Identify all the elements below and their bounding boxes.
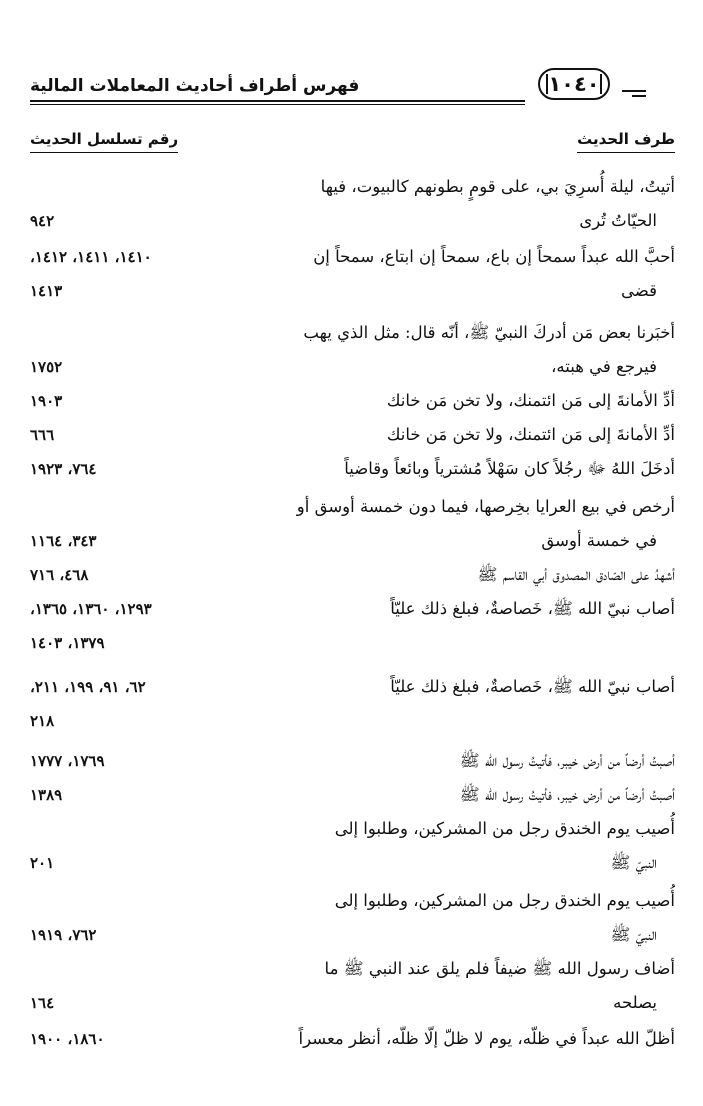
hadith-text-continuation: النبيّ ﷺ	[610, 925, 657, 944]
hadith-serial-numbers	[30, 1022, 240, 1056]
hadith-text-line: أضاف رسول الله ﷺ ضيفاً فلم يلق عند النبي ﷺ ما	[324, 959, 675, 978]
hadith-serial-numbers	[30, 418, 240, 452]
hadith-text-line: أظلّ الله عبداً في ظلّه، يوم لا ظلّ إلّا ظلّه، أنظر معسراً	[298, 1029, 675, 1048]
hadith-opening-text	[240, 744, 675, 778]
serial-number-line	[30, 952, 240, 986]
serial-number-line: ٦٦٦	[30, 426, 55, 444]
serial-number-line: ١٧٥٢	[30, 358, 63, 376]
serial-number-line	[30, 812, 240, 846]
serial-number-line: ٧٦٤، ١٩٢٣	[30, 460, 97, 478]
serial-number-line: ١٩٠٣	[30, 392, 63, 410]
hadith-text-line: أدِّ الأمانةَ إلى مَن ائتمنك، ولا تخن مَن خانك	[386, 425, 675, 444]
serial-number-line: ٤٦٨، ٧١٦	[30, 566, 89, 584]
column-headings	[30, 130, 675, 170]
hadith-text-line: أرخص في بيع العرايا بخِرصها، فيما دون خمسة أوسق أو	[296, 497, 675, 516]
running-head	[30, 58, 675, 108]
serial-number-line: ١٣٨٩	[30, 786, 63, 804]
hadith-serial-numbers	[30, 384, 240, 418]
index-entry	[30, 1022, 675, 1056]
hadith-text-line: أصاب نبيّ الله ﷺ، خَصاصةٌ، فبلغ ذلك عليّاً	[390, 599, 675, 618]
index-entry	[30, 812, 675, 880]
hadith-opening-text	[240, 240, 675, 308]
serial-number-line: ٦٢، ٩١، ١٩٩، ٢١١،	[30, 678, 146, 696]
serial-number-line: ١٢٩٣، ١٣٦٠، ١٣٦٥،	[30, 600, 152, 618]
hadith-opening-text	[240, 418, 675, 452]
serial-number-line: ١٣٧٩، ١٤٠٣	[30, 634, 105, 652]
header-rule	[30, 100, 525, 102]
hadith-opening-text	[240, 1022, 675, 1056]
serial-number-line: ١٧٦٩، ١٧٧٧	[30, 752, 105, 770]
hadith-opening-text	[240, 452, 675, 486]
hadith-opening-text	[240, 316, 675, 384]
hadith-text-continuation: الحيّاتُ تُرى	[579, 211, 657, 230]
hadith-serial-numbers	[30, 952, 240, 1020]
page-number: ١٠٤٠	[548, 72, 600, 96]
serial-number-line: ٩٤٢	[30, 212, 55, 230]
hadith-text-line: أُصيب يوم الخندق رجل من المشركين، وطلبوا إلى	[334, 819, 675, 838]
serial-number-line: ٧٦٢، ١٩١٩	[30, 926, 97, 944]
header-title: فهرس أطراف أحاديث المعاملات المالية	[30, 76, 360, 96]
index-entry	[30, 240, 675, 308]
hadith-text-line: أُصيب يوم الخندق رجل من المشركين، وطلبوا إلى	[334, 891, 675, 910]
serial-number-line: ١٨٦٠، ١٩٠٠	[30, 1030, 105, 1048]
hadith-serial-numbers	[30, 884, 240, 952]
hadith-opening-text	[240, 778, 675, 812]
serial-number-line	[30, 490, 240, 524]
hadith-text-continuation: النبيّ ﷺ	[610, 853, 657, 872]
number-column-heading: رقم تسلسل الحديث	[30, 130, 178, 153]
hadith-serial-numbers	[30, 452, 240, 486]
hadith-opening-text	[240, 490, 675, 558]
index-entry	[30, 558, 675, 592]
hadith-text-line: أشهدُ على الصّادق المصدوق أبي القاسم ﷺ	[477, 565, 675, 584]
hadith-text-line: أدِّ الأمانةَ إلى مَن ائتمنك، ولا تخن مَن خانك	[386, 391, 675, 410]
index-entry	[30, 884, 675, 952]
hadith-text-line: أتيتُ، ليلة أُسرِيَ بي، على قومٍ بطونهم كالبيوت، فيها	[320, 177, 675, 196]
hadith-serial-numbers	[30, 558, 240, 592]
hadith-text-continuation: يصلحه	[613, 993, 657, 1012]
hadith-text-line: أصبتُ أرضاً من أرض خيبر، فأتيتُ رسول الله ﷺ	[459, 751, 675, 770]
hadith-opening-text	[240, 384, 675, 418]
header-rule-thin	[30, 104, 525, 105]
page-number-badge	[530, 62, 618, 106]
serial-number-line: ١٤١٣	[30, 282, 63, 300]
hadith-serial-numbers	[30, 316, 240, 384]
ornament-lines-icon	[622, 90, 646, 100]
serial-number-line: ٢٠١	[30, 854, 55, 872]
hadith-serial-numbers	[30, 170, 240, 238]
serial-number-line	[30, 884, 240, 918]
index-entry	[30, 452, 675, 486]
hadith-text-line: أخبَرنا بعض مَن أدركَ النبيّ ﷺ، أنّه قال: مثل الذي يهب	[303, 323, 675, 342]
hadith-opening-text	[240, 592, 675, 660]
hadith-serial-numbers	[30, 490, 240, 558]
hadith-serial-numbers	[30, 670, 240, 738]
serial-number-line	[30, 170, 240, 204]
hadith-serial-numbers	[30, 744, 240, 778]
index-entry	[30, 670, 675, 738]
serial-number-line	[30, 316, 240, 350]
index-entry	[30, 170, 675, 238]
index-entry	[30, 490, 675, 558]
index-page	[30, 58, 675, 1056]
index-entry	[30, 744, 675, 778]
serial-number-line: ١٦٤	[30, 994, 55, 1012]
index-entry	[30, 778, 675, 812]
hadith-text-line: أحبَّ الله عبداً سمحاً إن باع، سمحاً إن ابتاع، سمحاً إن	[313, 247, 675, 266]
hadith-serial-numbers	[30, 240, 240, 308]
serial-number-line: ١٤١٠، ١٤١١، ١٤١٢،	[30, 248, 152, 266]
index-entry	[30, 952, 675, 1020]
index-entry	[30, 418, 675, 452]
hadith-text-line: أصبتُ أرضاً من أرض خيبر، فأتيتُ رسول الله ﷺ	[459, 785, 675, 804]
index-entry	[30, 384, 675, 418]
hadith-opening-text	[240, 812, 675, 880]
serial-number-line: ٣٤٣، ١١٦٤	[30, 532, 97, 550]
hadith-serial-numbers	[30, 592, 240, 660]
hadith-opening-text	[240, 558, 675, 592]
index-entry	[30, 316, 675, 384]
hadith-serial-numbers	[30, 778, 240, 812]
hadith-text-continuation: فيرجع في هبته،	[551, 357, 657, 376]
hadith-text-line: أصاب نبيّ الله ﷺ، خَصاصةٌ، فبلغ ذلك عليّاً	[390, 677, 675, 696]
hadith-serial-numbers	[30, 812, 240, 880]
hadith-index-list	[30, 170, 675, 1056]
hadith-opening-text	[240, 170, 675, 238]
hadith-text-continuation: قضى	[621, 281, 657, 300]
index-entry	[30, 592, 675, 660]
hadith-opening-text	[240, 884, 675, 952]
hadith-text-continuation: في خمسة أوسق	[541, 531, 657, 550]
text-column-heading: طرف الحديث	[577, 130, 675, 153]
hadith-opening-text	[240, 952, 675, 1020]
hadith-text-line: أدخَلَ اللهُ ﷻ رجُلاً كان سَهْلاً مُشترياً وبائعاً وقاضياً	[344, 459, 675, 478]
hadith-opening-text	[240, 670, 675, 738]
serial-number-line: ٢١٨	[30, 712, 55, 730]
